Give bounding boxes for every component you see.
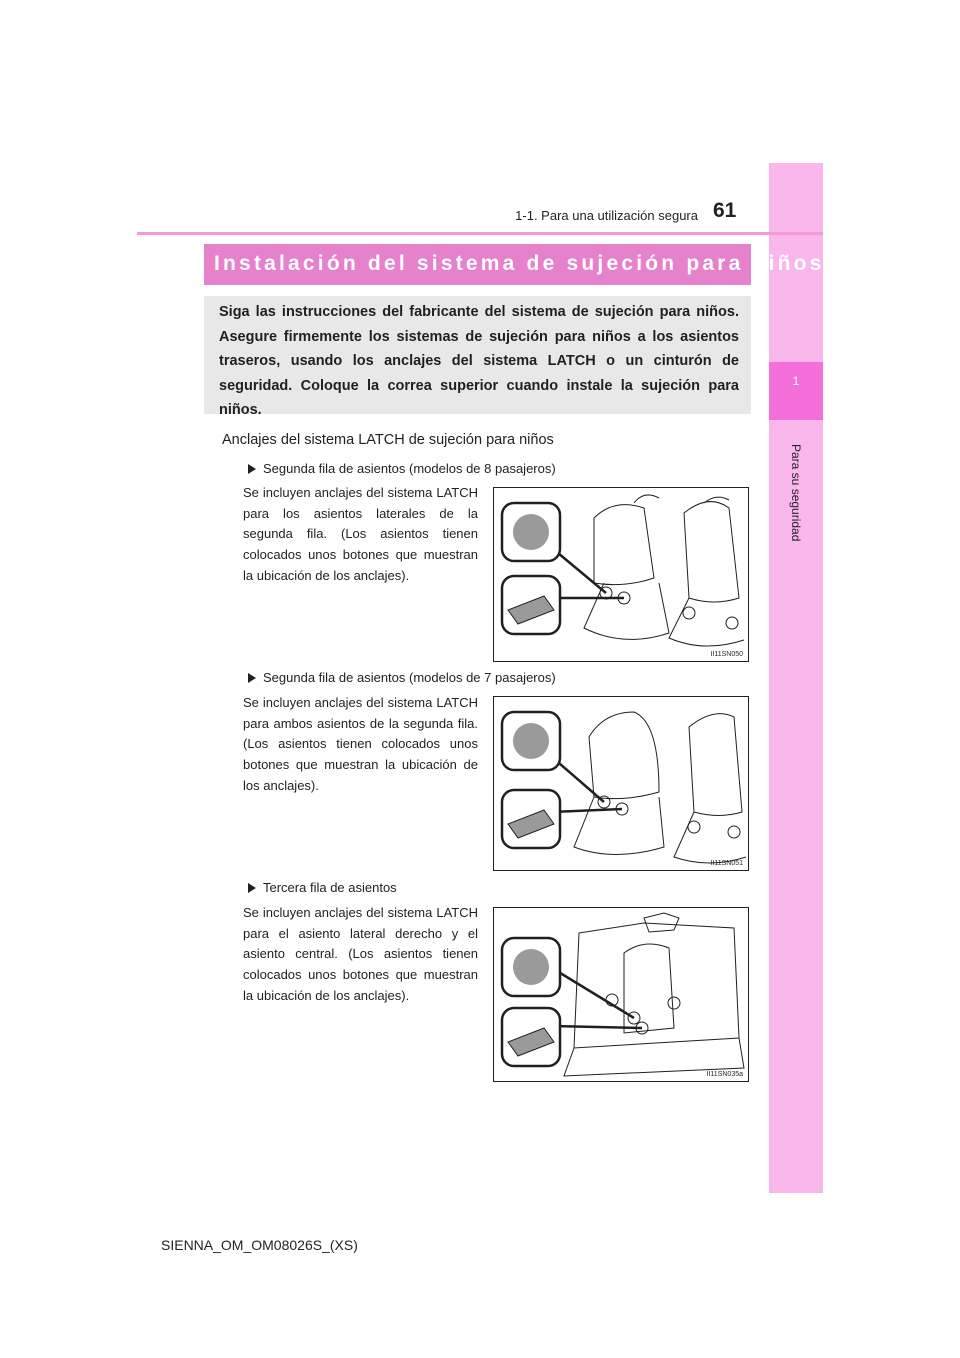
seat-illustration — [494, 697, 748, 870]
figure-code: II11SN051 — [710, 860, 743, 867]
seat-figure — [493, 907, 749, 1082]
seat-illustration — [494, 908, 748, 1081]
chapter-number: 1 — [792, 374, 800, 388]
header-rule — [137, 232, 823, 235]
figure-code: II11SN035a — [706, 1071, 743, 1078]
chapter-side-tab-active — [769, 362, 823, 420]
triangle-bullet-icon — [248, 673, 256, 683]
item-text: Se incluyen anclajes del sistema LATCH para el asiento lateral derecho y el asiento central. (Los asientos tienen colocados unos botones que muestran la ubicación de los anclajes). — [243, 905, 478, 1003]
seat-illustration — [494, 488, 748, 661]
chapter-side-tab — [769, 163, 823, 1193]
seat-figure — [493, 696, 749, 871]
item-heading-text: Tercera fila de asientos — [263, 880, 397, 895]
triangle-bullet-icon — [248, 464, 256, 474]
figure-code: II11SN050 — [710, 651, 743, 658]
item-text: Se incluyen anclajes del sistema LATCH para los asientos laterales de la segunda fila. (Los asientos tienen colocados unos botones que muestran la ubicación de los anclajes). — [243, 485, 478, 583]
triangle-bullet-icon — [248, 883, 256, 893]
footer-code: SIENNA_OM_OM08026S_(XS) — [161, 1237, 358, 1253]
subheading: Anclajes del sistema LATCH de sujeción para niños — [222, 432, 554, 448]
intro-text: Siga las instrucciones del fabricante del sistema de sujeción para niños. Asegure firmemente los sistemas de sujeción para niños a los asientos traseros, usando los anclajes del sistema LATCH o un cinturón de seguridad. Coloque la correa superior cuando instale la sujeción para niños. — [219, 304, 739, 418]
item-heading-text: Segunda fila de asientos (modelos de 8 pasajeros) — [263, 461, 556, 476]
page-number: 61 — [713, 199, 737, 222]
item-heading-text: Segunda fila de asientos (modelos de 7 pasajeros) — [263, 670, 556, 685]
section-title: 1-1. Para una utilización segura — [515, 208, 698, 223]
chapter-label: Para su seguridad — [789, 444, 803, 542]
item-heading — [248, 880, 397, 895]
item-text: Se incluyen anclajes del sistema LATCH para ambos asientos de la segunda fila. (Los asientos tienen colocados unos botones que muestran la ubicación de los anclajes). — [243, 695, 478, 793]
page-title: Instalación del sistema de sujeción para niños — [214, 252, 825, 275]
item-heading — [248, 670, 556, 685]
item-heading — [248, 461, 556, 476]
seat-figure — [493, 487, 749, 662]
